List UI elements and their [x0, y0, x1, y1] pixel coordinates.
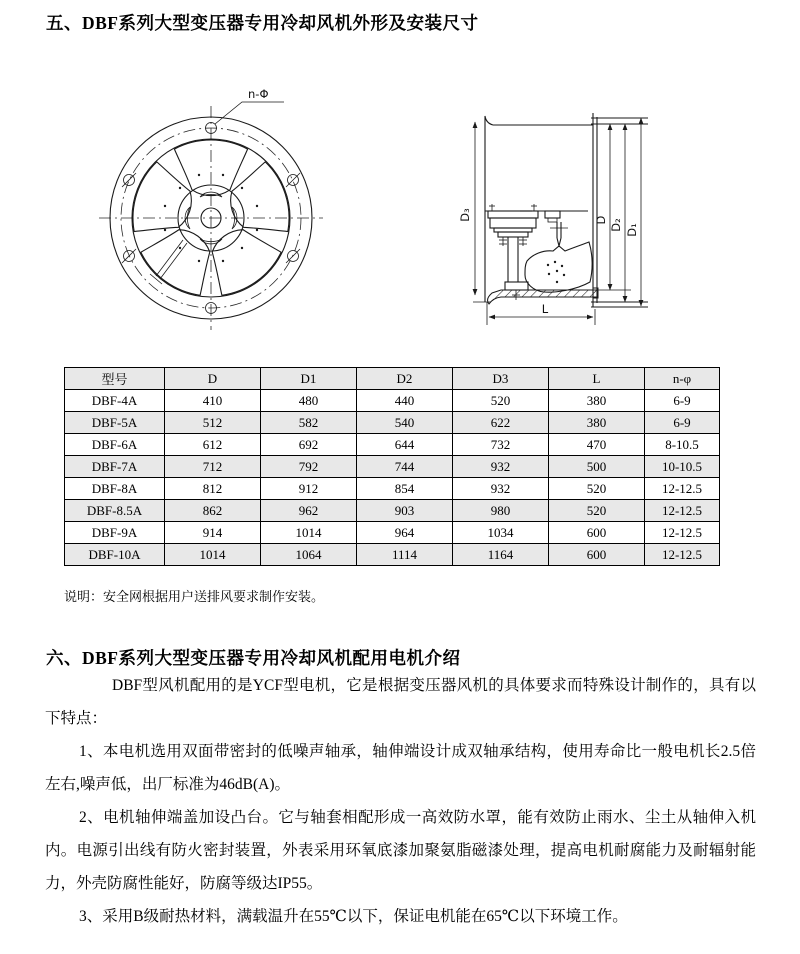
table-row — [65, 500, 720, 522]
table-cell: DBF-8A — [65, 478, 165, 500]
table-cell: 1014 — [165, 544, 261, 566]
table-row — [65, 390, 720, 412]
table-cell: 520 — [549, 478, 645, 500]
table-cell: 854 — [357, 478, 453, 500]
column-header: D3 — [453, 368, 549, 390]
table-cell: 1034 — [453, 522, 549, 544]
table-cell: 732 — [453, 434, 549, 456]
impeller-blade — [525, 211, 592, 292]
table-row — [65, 456, 720, 478]
table-body — [65, 390, 720, 566]
table-cell: 980 — [453, 500, 549, 522]
table-cell: 8-10.5 — [645, 434, 720, 456]
table-row — [65, 434, 720, 456]
paragraph: 3、采用B级耐热材料，满载温升在55℃以下，保证电机能在65℃以下环境工作。 — [79, 908, 628, 925]
dim-label-d: D — [594, 215, 608, 225]
table-cell: 712 — [165, 456, 261, 478]
table-cell: DBF-5A — [65, 412, 165, 434]
column-header: D2 — [357, 368, 453, 390]
table-row — [65, 412, 720, 434]
table-cell: 440 — [357, 390, 453, 412]
fan-side-view-drawing — [445, 85, 710, 350]
table-cell: 644 — [357, 434, 453, 456]
column-header: 型号 — [65, 368, 165, 390]
dim-label-d2: D₂ — [609, 218, 623, 232]
fan-front-view-drawing — [90, 80, 340, 350]
bolt-leader-line — [215, 102, 284, 124]
table-header-row — [65, 368, 720, 390]
table-cell: 600 — [549, 522, 645, 544]
table-cell: 932 — [453, 478, 549, 500]
table-cell: DBF-7A — [65, 456, 165, 478]
table-cell: 1114 — [357, 544, 453, 566]
table-cell: DBF-9A — [65, 522, 165, 544]
table-cell: 622 — [453, 412, 549, 434]
dim-label-l: L — [541, 302, 549, 316]
section5-title: 五、DBF系列大型变压器专用冷却风机外形及安装尺寸 — [46, 13, 479, 33]
column-header: D — [165, 368, 261, 390]
paragraph: 2、电机轴伸端盖加设凸台。它与轴套相配形成一高效防水罩，能有效防止雨水、尘土从轴伸入机内。电源引出线有防火密封装置，外表采用环氧底漆加聚氨脂磁漆处理，提高电机耐腐能力及耐辐射能力，外壳防腐性能好，防腐等级达IP55。 — [45, 809, 756, 892]
table-row — [65, 544, 720, 566]
table-cell: 12-12.5 — [645, 522, 720, 544]
table-cell: 1164 — [453, 544, 549, 566]
table-cell: 1014 — [261, 522, 357, 544]
motor-assembly — [485, 204, 588, 300]
table-cell: 12-12.5 — [645, 544, 720, 566]
table-cell: 520 — [549, 500, 645, 522]
table-cell: DBF-6A — [65, 434, 165, 456]
dimensions-table — [64, 367, 720, 566]
paragraph: 1、本电机选用双面带密封的低噪声轴承，轴伸端设计成双轴承结构，使用寿命比一般电机长2.5倍左右,噪声低，出厂标准为46dB(A)。 — [45, 743, 756, 793]
table-cell: 692 — [261, 434, 357, 456]
table-row — [65, 478, 720, 500]
section6-paragraphs — [45, 669, 756, 933]
table-cell: 512 — [165, 412, 261, 434]
table-cell: 12-12.5 — [645, 478, 720, 500]
table-cell: 480 — [261, 390, 357, 412]
table-cell: 792 — [261, 456, 357, 478]
table-cell: 1064 — [261, 544, 357, 566]
table-cell: 6-9 — [645, 390, 720, 412]
table-cell: 912 — [261, 478, 357, 500]
table-cell: 470 — [549, 434, 645, 456]
table-cell: 862 — [165, 500, 261, 522]
table-cell: 520 — [453, 390, 549, 412]
table-cell: 10-10.5 — [645, 456, 720, 478]
table-cell: 6-9 — [645, 412, 720, 434]
table-cell: 500 — [549, 456, 645, 478]
paragraph: DBF型风机配用的是YCF型电机，它是根据变压器风机的具体要求而特殊设计制作的，具有以下特点： — [45, 677, 756, 727]
column-header: L — [549, 368, 645, 390]
table-row — [65, 522, 720, 544]
table-cell: 600 — [549, 544, 645, 566]
table-cell: DBF-4A — [65, 390, 165, 412]
table-cell: 812 — [165, 478, 261, 500]
column-header: D1 — [261, 368, 357, 390]
table-note: 说明：安全网根据用户送排风要求制作安装。 — [64, 589, 325, 604]
table-cell: 410 — [165, 390, 261, 412]
casing-outline — [473, 113, 648, 307]
bolt-count-label: n-Φ — [248, 87, 269, 101]
table-cell: 12-12.5 — [645, 500, 720, 522]
table-cell: 540 — [357, 412, 453, 434]
support-strip — [150, 240, 187, 284]
table-cell: 914 — [165, 522, 261, 544]
table-cell: 903 — [357, 500, 453, 522]
table-cell: 582 — [261, 412, 357, 434]
dim-label-d3: D₃ — [458, 208, 472, 222]
table-cell: 744 — [357, 456, 453, 478]
table-cell: 932 — [453, 456, 549, 478]
dim-label-d1: D₁ — [625, 223, 639, 237]
table-cell: 964 — [357, 522, 453, 544]
table-cell: 962 — [261, 500, 357, 522]
table-cell: DBF-8.5A — [65, 500, 165, 522]
column-header: n-φ — [645, 368, 720, 390]
table-cell: 380 — [549, 412, 645, 434]
table-cell: DBF-10A — [65, 544, 165, 566]
table-cell: 612 — [165, 434, 261, 456]
section6-title: 六、DBF系列大型变压器专用冷却风机配用电机介绍 — [46, 648, 461, 668]
table-cell: 380 — [549, 390, 645, 412]
